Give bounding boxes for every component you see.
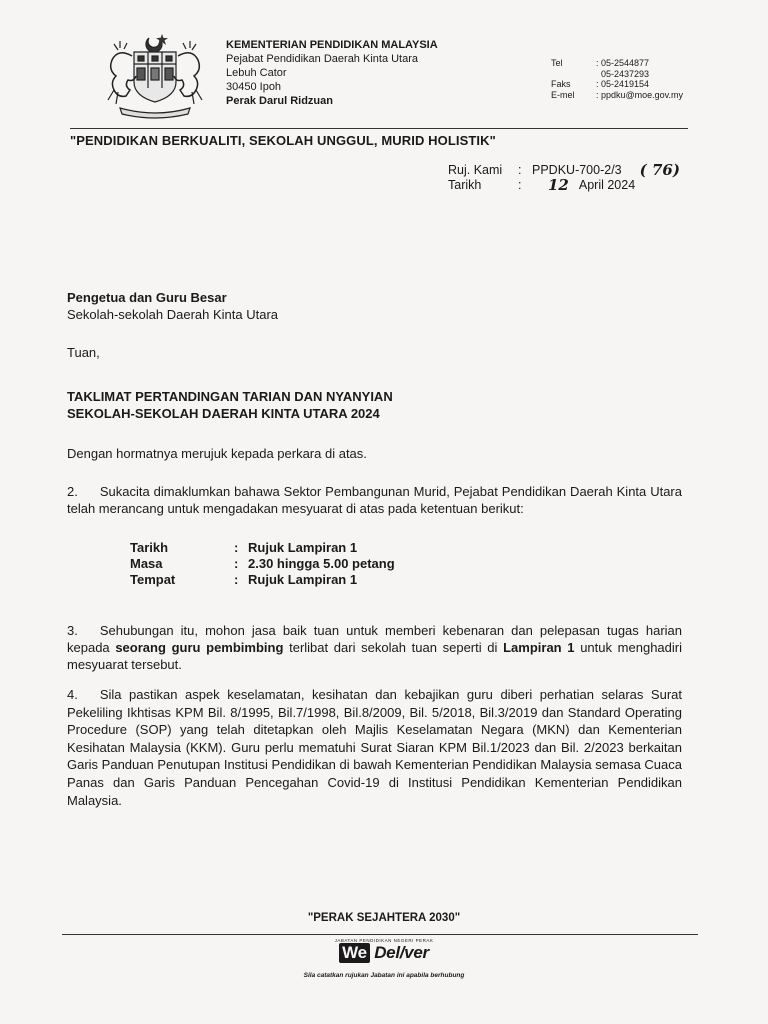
coat-of-arms-icon <box>100 30 210 122</box>
fax-label: Faks <box>551 79 571 89</box>
tel-number-2: 05-2437293 <box>601 68 650 79</box>
recipient-block <box>67 289 682 323</box>
paragraph-4 <box>67 686 682 809</box>
paragraph-3 <box>67 622 682 673</box>
email-label: E-mel <box>551 89 575 100</box>
ref-label: Ruj. Kami <box>448 163 503 177</box>
detail-row-time <box>130 556 395 572</box>
paragraph-3-bold-b: Lampiran 1 <box>503 640 575 655</box>
ref-separator: : <box>518 163 522 177</box>
address-city: 30450 Ipoh <box>226 81 282 93</box>
detail-label: Tarikh <box>130 540 169 555</box>
footer-divider <box>62 934 698 935</box>
paragraph-3-number: 3. <box>67 623 78 638</box>
tel-number-1: : 05-2544877 <box>596 58 650 68</box>
wedeliver-logo-text: Del/ver <box>374 943 429 962</box>
letterhead <box>226 38 438 108</box>
recipient-title: Pengetua dan Guru Besar <box>67 290 227 305</box>
detail-value: Rujuk Lampiran 1 <box>248 540 358 555</box>
paragraph-3-text-b: terlibat dari sekolah tuan seperti di <box>283 640 504 655</box>
subject-line-1: TAKLIMAT PERTANDINGAN TARIAN DAN NYANYIAN <box>67 389 393 404</box>
paragraph-2-number: 2. <box>67 484 78 499</box>
date-separator: : <box>518 178 522 192</box>
subject <box>67 388 682 422</box>
paragraph-2-text: Sukacita dimaklumkan bahawa Sektor Pembangunan Murid, Pejabat Pendidikan Daerah Kinta Utara telah merancang untuk mengadakan mesyuarat di atas pada ketentuan berikut: <box>67 484 682 516</box>
tel-label: Tel <box>551 58 563 68</box>
slogan: "PENDIDIKAN BERKUALITI, SEKOLAH UNGGUL, MURID HOLISTIK" <box>70 133 496 148</box>
detail-separator: : <box>234 572 239 587</box>
subject-line-2: SEKOLAH-SEKOLAH DAERAH KINTA UTARA 2024 <box>67 406 380 421</box>
office-name: Pejabat Pendidikan Daerah Kinta Utara <box>226 53 419 65</box>
paragraph-4-number: 4. <box>67 687 78 702</box>
detail-row-place <box>130 572 395 588</box>
contact-block <box>551 58 683 100</box>
wedeliver-logo-we: We <box>339 943 370 963</box>
address-street: Lebuh Cator <box>226 67 287 79</box>
wedeliver-logo <box>0 938 768 963</box>
paragraph-2 <box>67 483 682 517</box>
ref-handwritten-number: ( 76) <box>639 161 680 179</box>
paragraph-1: Dengan hormatnya merujuk kepada perkara di atas. <box>67 446 367 461</box>
detail-value: 2.30 hingga 5.00 petang <box>248 556 395 571</box>
date-value: April 2024 <box>578 178 636 192</box>
reference-block <box>448 163 680 193</box>
date-handwritten-day: 12 <box>548 176 569 194</box>
address-state: Perak Darul Ridzuan <box>226 95 333 107</box>
fax-number: : 05-2419154 <box>596 79 650 89</box>
footer-note: Sila catatkan rujukan Jabatan ini apabila berhubung <box>303 972 465 979</box>
recipient-schools: Sekolah-sekolah Daerah Kinta Utara <box>67 307 279 322</box>
detail-label: Masa <box>130 556 163 571</box>
detail-separator: : <box>234 540 239 555</box>
detail-separator: : <box>234 556 239 571</box>
ministry-name: KEMENTERIAN PENDIDIKAN MALAYSIA <box>226 39 438 51</box>
meeting-details <box>130 540 395 588</box>
paragraph-3-bold-a: seorang guru pembimbing <box>115 640 284 655</box>
email-address: : ppdku@moe.gov.my <box>596 89 684 100</box>
paragraph-3-text-c: untuk menghadiri mesyuarat tersebut. <box>67 640 682 672</box>
paragraph-3-text-a: Sehubungan itu, mohon jasa baik tuan untuk memberi kebenaran dan pelepasan tugas harian kepada <box>67 623 682 655</box>
header-divider <box>70 128 688 129</box>
detail-value: Rujuk Lampiran 1 <box>248 572 358 587</box>
date-label: Tarikh <box>448 178 482 192</box>
detail-row-date <box>130 540 395 556</box>
paragraph-4-text: Sila pastikan aspek keselamatan, kesihatan dan kebajikan guru diberi perhatian selaras Surat Pekeliling Ikhtisas KPM Bil. 8/1995, Bil.7/1998, Bil.8/2009, Bil. 5/2018, Bil.3/2019 dan Standard Operating Procedure (SOP) yang telah ditetapkan oleh Majlis Keselamatan Negara (MKN) dan Kementerian Kesihatan Malaysia (KKM). Guru perlu mematuhi Surat Siaran KPM Bil.1/2023 dan Bil. 2/2023 berkaitan Garis Panduan Penutupan Institusi Pendidikan di bawah Kementerian Pendidikan Malaysia semasa Cuaca Panas dan Garis Panduan Pencegahan Covid-19 di Institusi Pendidikan Kementerian Pendidikan Malaysia. <box>67 687 682 808</box>
wedeliver-logo-caption: JABATAN PENDIDIKAN NEGERI PERAK <box>334 938 434 943</box>
ref-value: PPDKU-700-2/3 <box>532 163 622 177</box>
salutation: Tuan, <box>67 345 100 360</box>
footer-motto: "PERAK SEJAHTERA 2030" <box>307 912 461 924</box>
detail-label: Tempat <box>130 572 176 587</box>
